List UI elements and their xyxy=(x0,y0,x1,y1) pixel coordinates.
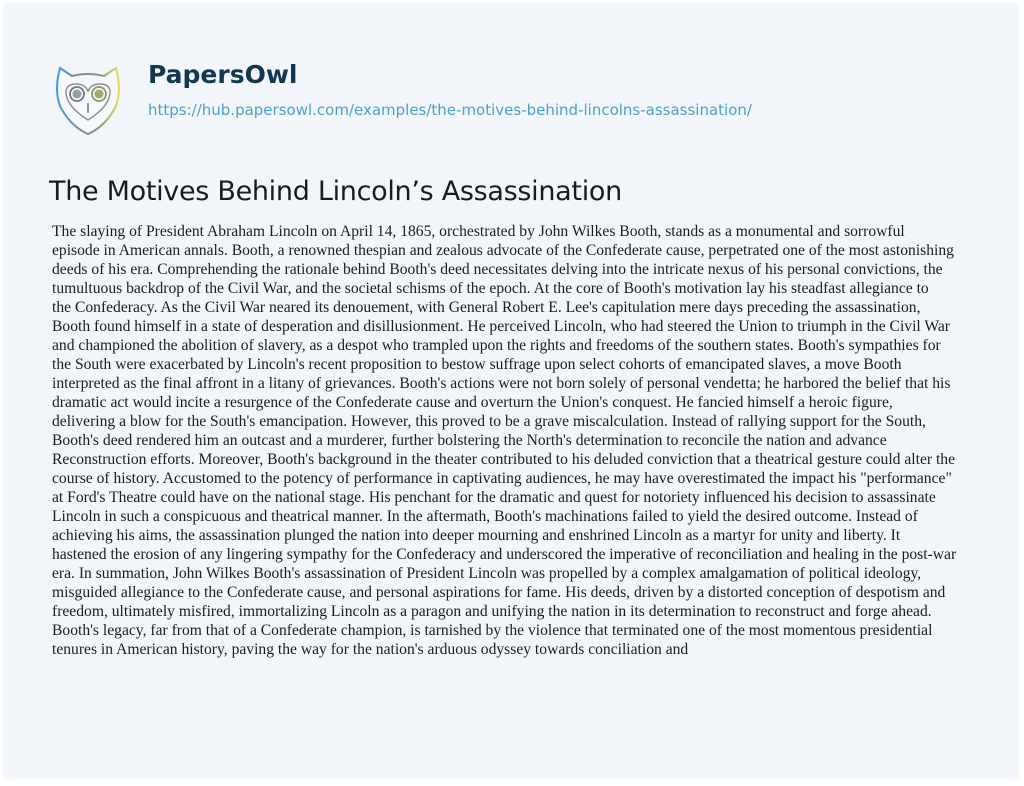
document-page xyxy=(4,4,1018,778)
source-url-link[interactable]: https://hub.papersowl.com/examples/the-motives-behind-lincolns-assassination/ xyxy=(148,101,752,119)
body-line: tenures in American history, paving the way for the nation's arduous odyssey towards conciliation and xyxy=(52,641,689,658)
body-line: dramatic act would incite a resurgence of the Confederate cause and overturn the Union's conquest. He fancied himself a heroic figure, xyxy=(52,394,893,411)
body-line: course of history. Accustomed to the potency of performance in captivating audiences, he may have overestimated the impact his "performance" xyxy=(52,470,952,487)
body-line: hastened the erosion of any lingering sympathy for the Confederacy and underscored the imperative of reconciliation and healing in the post-war xyxy=(52,546,957,563)
document-body xyxy=(52,222,1012,659)
body-line: Booth's legacy, far from that of a Confederate champion, is tarnished by the violence that terminated one of the most momentous presidential xyxy=(52,622,933,639)
body-line: era. In summation, John Wilkes Booth's assassination of President Lincoln was propelled by a complex amalgamation of political ideology, xyxy=(52,565,922,582)
document-title: The Motives Behind Lincoln’s Assassination xyxy=(49,176,622,207)
body-line: deeds of his era. Comprehending the rationale behind Booth's deed necessitates delving into the intricate nexus of his personal convictions, the xyxy=(52,261,943,278)
body-line: at Ford's Theatre could have on the national stage. His penchant for the dramatic and quest for notoriety influenced his decision to assassinate xyxy=(52,489,936,506)
brand-name: PapersOwl xyxy=(148,60,298,89)
body-line: Reconstruction efforts. Moreover, Booth's background in the theater contributed to his deluded conviction that a theatrical gesture could alter the xyxy=(52,451,956,468)
owl-logo-icon xyxy=(52,62,124,138)
body-line: delivering a blow for the South's emancipation. However, this proved to be a grave miscalculation. Instead of rallying support for the South, xyxy=(52,413,926,430)
body-line: interpreted as the final affront in a litany of grievances. Booth's actions were not born solely of personal vendetta; he harbored the belief that his xyxy=(52,375,951,392)
body-line: Booth found himself in a state of desperation and disillusionment. He perceived Lincoln, who had steered the Union to triumph in the Civil War xyxy=(52,318,950,335)
body-line: and championed the abolition of slavery, as a despot who trampled upon the rights and freedoms of the southern states. Booth's sympathies for xyxy=(52,337,941,354)
body-line: Lincoln in such a conspicuous and theatrical manner. In the aftermath, Booth's machinations failed to yield the desired outcome. Instead of xyxy=(52,508,918,525)
body-line: achieving his aims, the assassination plunged the nation into deeper mourning and enshrined Lincoln as a martyr for unity and liberty. It xyxy=(52,527,901,544)
header xyxy=(52,62,752,154)
body-line: The slaying of President Abraham Lincoln on April 14, 1865, orchestrated by John Wilkes Booth, stands as a monumental and sorrowful xyxy=(52,223,905,240)
body-line: the Confederacy. As the Civil War neared its denouement, with General Robert E. Lee's capitulation mere days preceding the assassination, xyxy=(52,299,921,316)
body-line: the South were exacerbated by Lincoln's recent proposition to bestow suffrage upon select cohorts of emancipated slaves, a move Booth xyxy=(52,356,902,373)
body-line: Booth's deed rendered him an outcast and a murderer, further bolstering the North's determination to reconcile the nation and advance xyxy=(52,432,887,449)
brand-block xyxy=(148,62,752,120)
body-line: misguided allegiance to the Confederate cause, and personal aspirations for fame. His deeds, driven by a distorted conception of despotism and xyxy=(52,584,946,601)
body-line: tumultuous backdrop of the Civil War, and the societal schisms of the epoch. At the core of Booth's motivation lay his steadfast allegiance to xyxy=(52,280,929,297)
body-line: episode in American annals. Booth, a renowned thespian and zealous advocate of the Confederate cause, perpetrated one of the most astonishing xyxy=(52,242,954,259)
body-line: freedom, ultimately misfired, immortalizing Lincoln as a paragon and unifying the nation in its determination to reconstruct and forge ahead. xyxy=(52,603,932,620)
